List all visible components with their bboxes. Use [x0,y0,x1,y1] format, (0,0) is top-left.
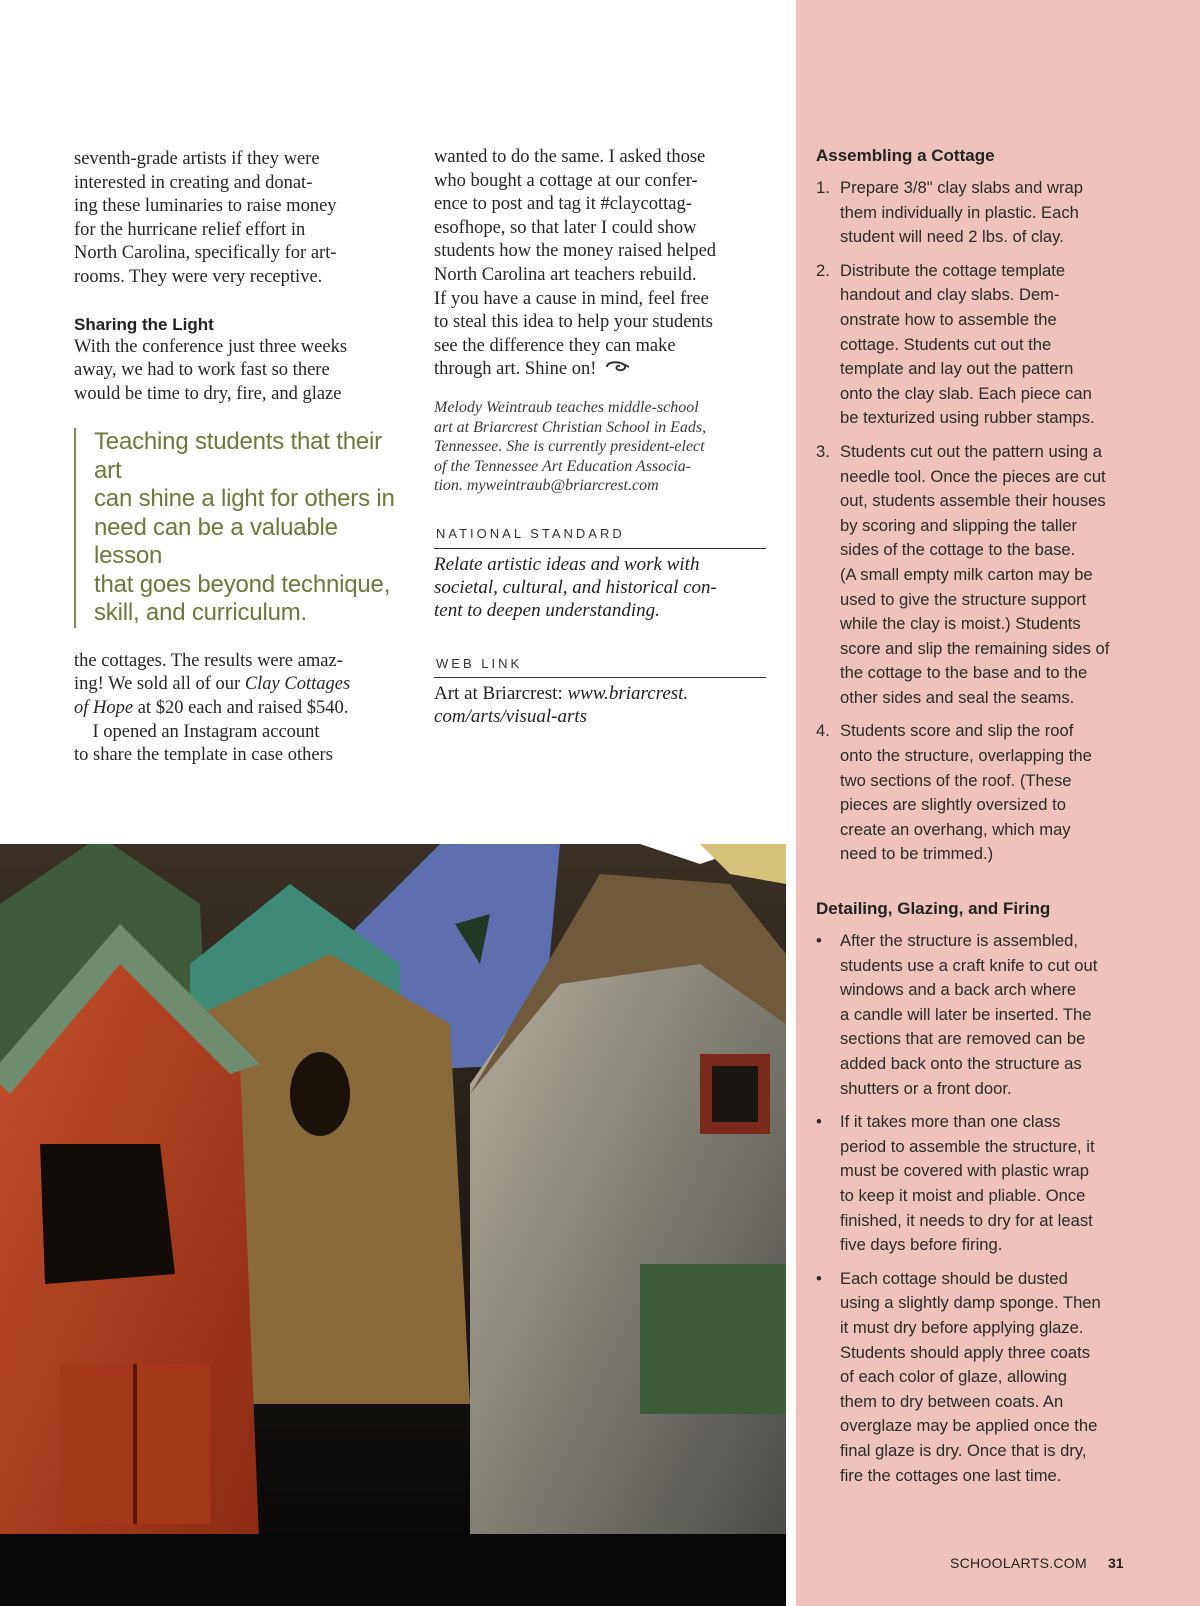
text-line: art at Briarcrest Christian School in Eads, [434,418,707,436]
text-line: North Carolina art teachers rebuild. [434,264,697,285]
quote-line: need can be a valuable lesson [94,513,338,570]
text-line: using a slightly damp sponge. Then [840,1293,1101,1313]
text-line: Tennessee. She is currently president-elect [434,438,705,456]
national-standard-text [434,553,766,622]
quote-line: can shine a light for others in [94,485,395,513]
sidebar-heading: Assembling a Cottage [816,146,995,165]
text-line: to keep it moist and pliable. Once [840,1185,1086,1205]
text-line: ing! We sold all of our [74,674,245,695]
text-line: while the clay is moist.) Students [840,614,1081,634]
text-line: pieces are slightly oversized to [840,795,1066,815]
text-line: Art at Briarcrest: [434,683,568,705]
article-column-1 [74,148,396,768]
text-line: to share the template in case others [74,745,333,766]
paragraph [74,148,396,290]
clay-cottages-photo [0,844,786,1606]
text-line: Students score and slip the roof [840,721,1074,741]
list-item [816,1267,1126,1488]
text-line: at $20 each and raised $540. [133,698,349,719]
text-line: Each cottage should be dusted [840,1268,1068,1288]
text-line: student will need 2 lbs. of clay. [840,227,1064,247]
text-line: sides of the cottage to the base. [840,540,1076,560]
text-line: shutters or a front door. [840,1078,1012,1098]
text-line: of the Tennessee Art Education Associa- [434,457,692,475]
list-item [816,259,1126,431]
text-line: With the conference just three weeks [74,336,348,357]
text-line: rooms. They were very receptive. [74,266,323,287]
text-line: for the hurricane relief effort in [74,219,306,240]
list-item [816,176,1126,250]
text-line: Distribute the cottage template [840,260,1066,280]
swirl-icon [605,358,631,382]
text-line: I opened an Instagram account [74,721,320,742]
text-line: other sides and seal the seams. [840,687,1075,707]
pull-quote [74,428,396,628]
text-line: After the structure is assembled, [840,931,1078,951]
page-number: 31 [1108,1555,1124,1571]
text-line: handout and clay slabs. Dem- [840,285,1060,305]
text-line: ing these luminaries to raise money [74,196,337,217]
text-line: of each color of glaze, allowing [840,1367,1067,1387]
paragraph [74,650,396,768]
text-line: If you have a cause in mind, feel free [434,288,709,309]
list-item [816,929,1126,1101]
text-line: onto the clay slab. Each piece can [840,383,1092,403]
text-line: wanted to do the same. I asked those [434,147,706,167]
national-standard-label: NATIONAL STANDARD [434,522,766,549]
bullet-icon: • [816,1268,822,1288]
text-line: ence to post and tag it #claycottag- [434,194,692,215]
italic-title: of Hope [74,698,134,719]
text-line: see the difference they can make [434,335,676,356]
text-line: to steal this idea to help your students [434,312,713,333]
paragraph [74,336,396,407]
article-column-2 [434,146,766,728]
web-link-url[interactable]: com/arts/visual-arts [434,706,588,728]
text-line: If it takes more than one class [840,1112,1061,1132]
bullets-list [816,929,1126,1488]
text-line: (A small empty milk carton may be [840,564,1093,584]
web-link-text [434,682,766,728]
steps-list [816,176,1126,867]
text-line: them individually in plastic. Each [840,202,1079,222]
text-line: template and lay out the pattern [840,359,1074,379]
text-line: Melody Weintraub teaches middle-school [434,398,699,416]
sidebar-content [816,144,1126,1497]
text-line: must be covered with plastic wrap [840,1161,1090,1181]
quote-line: skill, and curriculum. [94,599,307,627]
web-link-label: WEB LINK [434,652,766,679]
bullet-icon: • [816,931,822,951]
step-number: 1. [816,178,830,197]
text-line: by scoring and slipping the taller [840,515,1078,535]
text-line: Students should apply three coats [840,1342,1090,1362]
text-line: tion. myweintraub@briarcrest.com [434,477,659,495]
list-item [816,440,1126,711]
text-line: cottage. Students cut out the [840,334,1052,354]
text-line: esofhope, so that later I could show [434,217,697,238]
text-line: onto the structure, overlapping the [840,746,1092,766]
text-line: North Carolina, specifically for art- [74,243,337,264]
footer-site: SCHOOLARTS.COM [950,1555,1087,1571]
text-line: fire the cottages one last time. [840,1465,1062,1485]
text-line: overglaze may be applied once the [840,1416,1098,1436]
text-line: score and slip the remaining sides of [840,638,1110,658]
text-line: five days before firing. [840,1235,1003,1255]
sidebar-heading: Detailing, Glazing, and Firing [816,899,1051,919]
text-line: two sections of the roof. (These [840,770,1072,790]
text-line: Relate artistic ideas and work with [434,553,700,575]
text-line: final glaze is dry. Once that is dry, [840,1440,1087,1460]
text-line: the cottages. The results were amaz- [74,650,343,671]
author-bio [434,398,766,496]
text-line: be texturized using rubber stamps. [840,408,1095,428]
text-line: students use a craft knife to cut out [840,955,1098,975]
text-line: seventh-grade artists if they were [74,149,320,169]
text-line: windows and a back arch where [840,980,1077,1000]
text-line: needle tool. Once the pieces are cut [840,466,1106,486]
quote-line: that goes beyond technique, [94,570,391,598]
text-line: through art. Shine on! [434,359,597,380]
text-line: who bought a cottage at our confer- [434,170,698,191]
web-link-url[interactable]: www.briarcrest. [567,683,689,705]
text-line: create an overhang, which may [840,819,1071,839]
text-line: them to dry between coats. An [840,1391,1064,1411]
paragraph [434,146,766,382]
text-line: Prepare 3/8" clay slabs and wrap [840,178,1083,197]
text-line: tent to deepen understanding. [434,599,660,621]
text-line: added back onto the structure as [840,1054,1082,1073]
text-line: onstrate how to assemble the [840,309,1057,329]
text-line: the cottage to the base and to the [840,663,1088,683]
sidebar-panel [796,0,1200,1606]
step-number: 3. [816,441,830,461]
text-line: Students cut out the pattern using a [840,441,1102,461]
quote-line: Teaching students that their art [94,428,382,484]
section-heading: Sharing the Light [74,314,214,334]
list-item [816,1110,1126,1258]
text-line: societal, cultural, and historical con- [434,576,717,598]
text-line: finished, it needs to dry for at least [840,1210,1093,1230]
text-line: period to assemble the structure, it [840,1136,1095,1156]
text-line: out, students assemble their houses [840,491,1106,511]
text-line: it must dry before applying glaze. [840,1317,1084,1337]
text-line: students how the money raised helped [434,241,717,262]
step-number: 2. [816,260,830,280]
text-line: interested in creating and donat- [74,172,313,193]
bullet-icon: • [816,1112,822,1132]
italic-title: Clay Cottages [244,674,351,695]
list-item [816,719,1126,867]
text-line: used to give the structure support [840,589,1087,609]
text-line: would be time to dry, fire, and glaze [74,383,342,404]
text-line: need to be trimmed.) [840,844,994,864]
step-number: 4. [816,721,830,741]
text-line: a candle will later be inserted. The [840,1004,1092,1024]
text-line: away, we had to work fast so there [74,360,330,381]
text-line: sections that are removed can be [840,1029,1086,1049]
